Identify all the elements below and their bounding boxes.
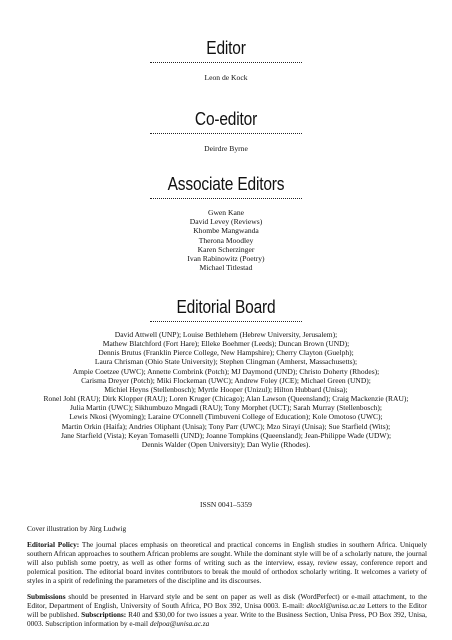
associate-editor-name: Khombe Mangwanda [193,226,259,236]
board-member-line: Martin Orkin (Haifa); Andries Oliphant (Unisa); Tony Parr (UWC); Mzo Sirayi (Unisa); Sue Starfield (Wits); [61,421,391,431]
editor-heading: Editor [206,38,246,58]
board-member-line: Dennis Brutus (Franklin Pierce College, New Hampshire); Cherry Clayton (Guelph); [98,348,354,358]
cover-credit: Cover illustration by Jürg Ludwig [27,524,127,533]
coeditor-section [0,109,452,153]
editorial-board-list [0,330,452,449]
dotted-rule [150,58,302,63]
associate-editor-name: Gwen Kane [207,208,245,217]
issn-number: ISSN 0041–5359 [200,500,252,509]
editorial-board-section [0,297,452,449]
associate-editors-heading: Associate Editors [167,174,285,194]
associate-editor-name: Michael Titlestad [199,263,253,273]
footer-info [27,524,427,634]
editor-email-link[interactable]: dkockl@unisa.ac.za [306,600,365,610]
board-member-line: David Attwell (UNP); Louise Bethlehem (Hebrew University, Jerusalem); [114,330,338,339]
subscriptions-text: R40 and $30,00 for two issues a year. Write to the Business Section, Unisa Press, PO Box 392, Unisa, 0003. Subscription information by e-mail [27,609,427,628]
associate-editor-name: Therona Moodley [198,235,254,245]
editor-name: Leon de Kock [204,73,248,82]
submissions-info [27,592,427,628]
coeditor-name: Deirdre Byrne [204,144,248,153]
letters-text: Letters to the Editor will be published. [27,600,427,619]
associate-editors-list [0,208,452,272]
associate-editor-name: Ivan Rabinowitz (Poetry) [187,254,265,264]
dotted-rule [150,129,302,134]
board-member-line: Mathew Blatchford (Fort Hare); Elleke Boehmer (Leeds); Duncan Brown (UND); [102,339,350,349]
editorial-board-heading: Editorial Board [176,297,276,317]
dotted-rule [150,194,302,199]
subscriptions-label: Subscriptions: [81,609,127,619]
editor-section [0,38,452,82]
dotted-rule [150,317,302,322]
submissions-label: Submissions [27,591,66,601]
board-member-line: Laura Chrisman (Ohio State University); Stephen Clingman (Amherst, Massachusetts); [94,357,358,367]
board-member-line: Julia Martin (UWC); Sikhumbuzo Mngadi (RAU); Tony Morphet (UCT); Sarah Murray (Stellenbosch); [70,403,382,413]
subscriptions-email-link[interactable]: delpoa@unisa.ac.za [149,618,210,628]
board-member-line: Lewis Nkosi (Wyoming); Laraine O'Connell (Timbuveni College of Education); Kole Omotoso (UWC); [69,412,383,422]
editorial-policy-text: The journal places emphasis on theoretical and practical concerns in English studies in southern Africa. Uniquely southern African approaches to southern African problems are sought. While the dominant style will be of a scholarly nature, the journal will also publish some poetry, as well as other forms of writing such as the interview, essay, review essay, conference report and polemical position. The editorial board invites contributors to break the mould of orthodox scholarly writing. It welcomes a variety of styles in a spirit of redefining the parameters of the discipline and its discourses. [27,540,428,586]
coeditor-heading: Co-editor [194,109,258,129]
board-member-line: Dennis Walder (Open University); Dan Wylie (Rhodes). [141,439,311,449]
submissions-text: should be presented in Harvard style and be sent on paper as well as disk (WordPerfect) or e-mail attachment, to the Editor, Department of English, University of South Africa, PO Box 392, Unisa 0003. E-mail: [27,591,427,610]
associate-editors-section [0,174,452,272]
board-member-line: Carisma Dreyer (Potch); Miki Flockeman (UWC); Andrew Foley (JCE); Michael Green (UND); [81,375,371,385]
board-member-line: Ampie Coetzee (UWC); Annette Combrink (Potch); MJ Daymond (UND); Christo Doherty (Rhodes); [72,366,380,376]
board-member-line: Jane Starfield (Vista); Keyan Tomaselli (UND); Joanne Tompkins (Queensland); Jean-Philippe Wade (UDW); [60,430,392,440]
editorial-policy-label: Editorial Policy: [27,540,80,550]
associate-editor-name: Karen Scherzinger [197,244,255,254]
board-member-line: Ronel Johl (RAU); Dirk Klopper (RAU); Loren Kruger (Chicago); Alan Lawson (Queensland); Craig Mackenzie (RAU); [43,394,409,404]
editorial-policy [27,540,427,585]
board-member-line: Michiel Heyns (Stellenbosch); Myrtle Hooper (Unizul); Hilton Hubbard (Unisa); [104,384,348,394]
associate-editor-name: David Levey (Reviews) [189,217,263,227]
